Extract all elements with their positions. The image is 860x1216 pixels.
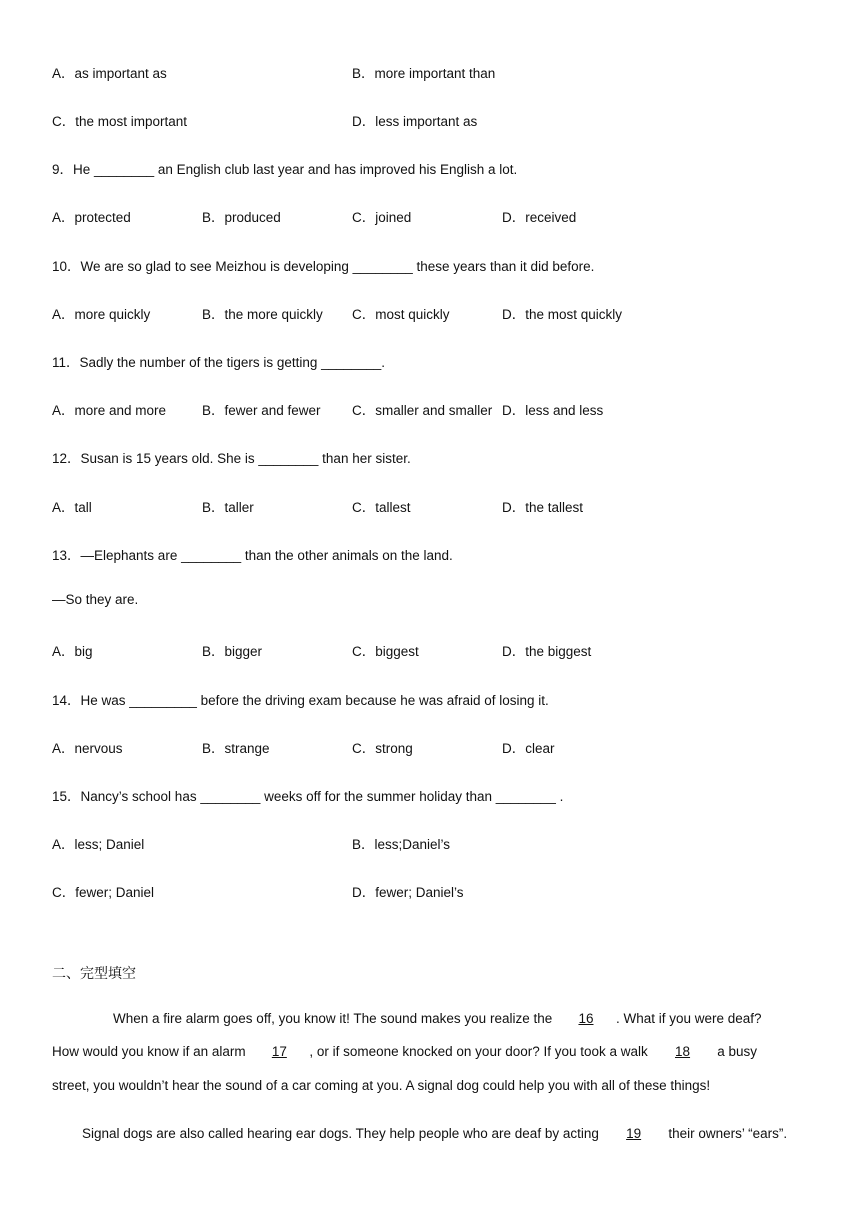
q15-option-a: A．less; Daniel: [52, 837, 145, 852]
q9-option-b: B．produced: [202, 210, 281, 225]
blank-19: 19: [626, 1126, 642, 1141]
q11-option-b: B．fewer and fewer: [202, 403, 321, 418]
q14-option-d: D．clear: [502, 741, 555, 756]
q14-option-b: B．strange: [202, 741, 270, 756]
q9-option-a: A．protected: [52, 210, 131, 225]
passage-line-2: [52, 1044, 757, 1059]
q10-option-d: D．the most quickly: [502, 307, 623, 322]
q11-stem: 11．Sadly the number of the tigers is getting ________.: [52, 355, 385, 370]
q13-option-c: C．biggest: [352, 644, 419, 659]
q8-option-d: D．less important as: [352, 114, 478, 129]
q10-stem: 10．We are so glad to see Meizhou is developing ________ these years than it did before.: [52, 259, 595, 274]
q13-option-a: A．big: [52, 644, 93, 659]
q11-option-d: D．less and less: [502, 403, 604, 418]
q12-option-c: C．tallest: [352, 500, 411, 515]
q11-option-a: A．more and more: [52, 403, 167, 418]
q12-option-d: D．the tallest: [502, 500, 584, 515]
passage-line-1: [113, 1011, 762, 1026]
q13-option-b: B．bigger: [202, 644, 263, 659]
q8-option-b: B．more important than: [352, 66, 496, 81]
q15-option-c: C．fewer; Daniel: [52, 885, 155, 900]
q10-option-a: A．more quickly: [52, 307, 151, 322]
q14-option-a: A．nervous: [52, 741, 123, 756]
q15-option-d: D．fewer; Daniel’s: [352, 885, 464, 900]
blank-17: 17: [271, 1044, 287, 1059]
q15-stem: 15．Nancy’s school has ________ weeks off for the summer holiday than ________ .: [52, 789, 564, 804]
q15-option-b: B．less;Daniel’s: [352, 837, 451, 852]
q14-option-c: C．strong: [352, 741, 413, 756]
q10-option-c: C．most quickly: [352, 307, 450, 322]
passage-text: . What if you were deaf?: [615, 1011, 762, 1026]
section-title: 二、完型填空: [52, 966, 136, 982]
passage-line-4: [82, 1126, 787, 1141]
q14-stem: 14．He was _________ before the driving exam because he was afraid of losing it.: [52, 693, 549, 708]
q8-option-c: C．the most important: [52, 114, 188, 129]
q11-option-c: C．smaller and smaller: [352, 403, 493, 418]
passage-line-3: street, you wouldn’t hear the sound of a car coming at you. A signal dog could help you with all of these things!: [52, 1078, 711, 1093]
q9-option-c: C．joined: [352, 210, 412, 225]
q9-option-d: D．received: [502, 210, 577, 225]
q12-stem: 12．Susan is 15 years old. She is ________ than her sister.: [52, 451, 411, 466]
q8-option-a: A．as important as: [52, 66, 167, 81]
q12-option-a: A．tall: [52, 500, 92, 515]
passage-text: When a fire alarm goes off, you know it! The sound makes you realize the: [113, 1011, 556, 1026]
blank-16: 16: [578, 1011, 594, 1026]
q10-option-b: B．the more quickly: [202, 307, 323, 322]
passage-text: , or if someone knocked on your door? If you took a walk: [309, 1044, 652, 1059]
q12-option-b: B．taller: [202, 500, 254, 515]
passage-text: Signal dogs are also called hearing ear dogs. They help people who are deaf by acting: [82, 1126, 603, 1141]
q13-reply: —So they are.: [52, 592, 139, 607]
passage-text: their owners’ “ears”.: [664, 1126, 788, 1141]
passage-text: a busy: [713, 1044, 758, 1059]
q9-stem: 9．He ________ an English club last year and has improved his English a lot.: [52, 162, 518, 177]
passage-text: How would you know if an alarm: [52, 1044, 250, 1059]
blank-18: 18: [675, 1044, 691, 1059]
q13-stem: 13．—Elephants are ________ than the other animals on the land.: [52, 548, 453, 563]
q13-option-d: D．the biggest: [502, 644, 592, 659]
